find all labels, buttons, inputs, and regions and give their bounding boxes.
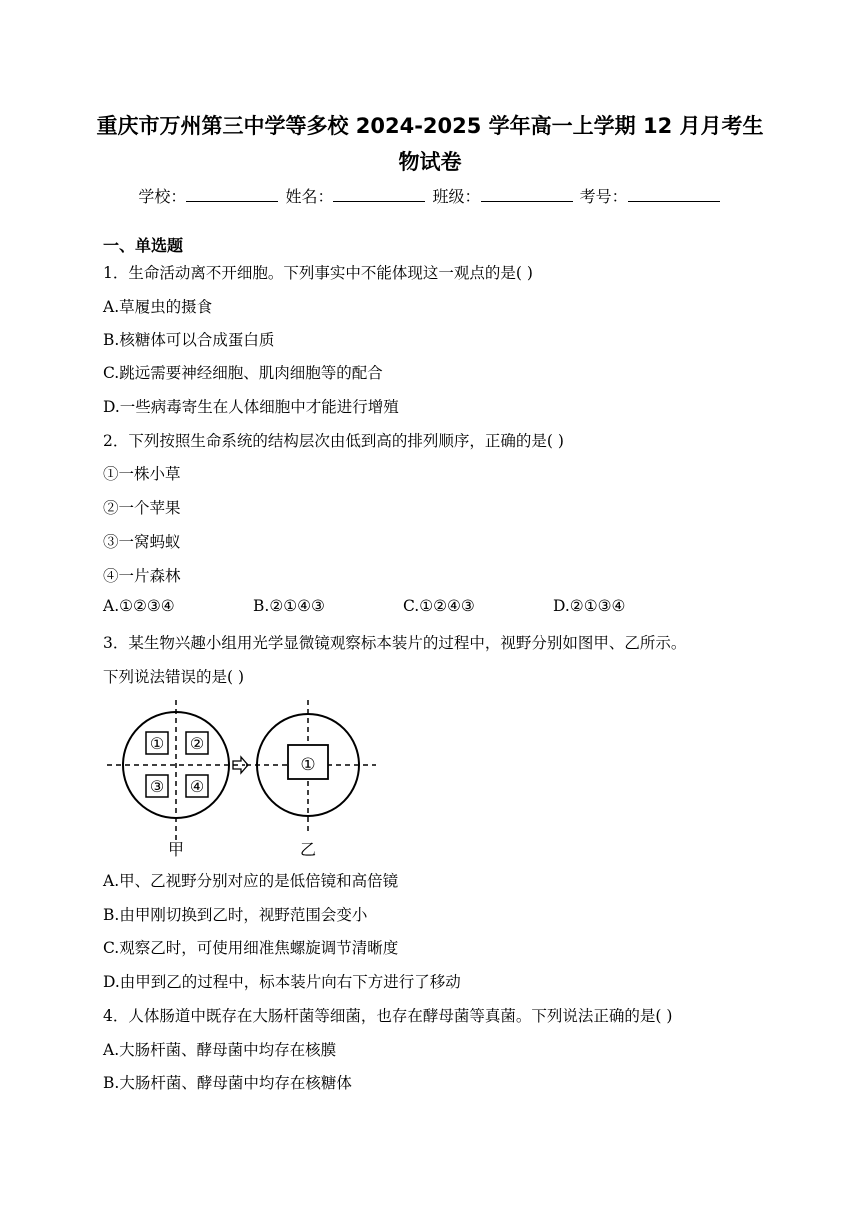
student-info (0, 184, 860, 207)
marker-4: ④ (189, 777, 205, 796)
q2-options (103, 597, 703, 615)
q2-item-2: ②一个苹果 (103, 499, 181, 517)
q3-option-a: A.甲、乙视野分别对应的是低倍镜和高倍镜 (103, 872, 399, 890)
class-blank[interactable] (481, 187, 573, 202)
q1-stem: 1．生命活动离不开细胞。下列事实中不能体现这一观点的是( ) (103, 264, 533, 282)
marker-1: ① (149, 734, 165, 753)
q4-option-b: B.大肠杆菌、酵母菌中均存在核糖体 (103, 1074, 352, 1092)
q3-option-d: D.由甲到乙的过程中，标本装片向右下方进行了移动 (103, 973, 461, 991)
microscope-figure (100, 695, 390, 860)
q2-item-1: ①一株小草 (103, 465, 181, 483)
q1-option-a: A.草履虫的摄食 (103, 298, 213, 316)
q3-option-b: B.由甲刚切换到乙时，视野范围会变小 (103, 906, 368, 924)
q1-option-d: D.一些病毒寄生在人体细胞中才能进行增殖 (103, 398, 399, 416)
q1-option-c: C.跳远需要神经细胞、肌肉细胞等的配合 (103, 364, 383, 382)
q2-option-b: B.②①④③ (253, 597, 325, 615)
marker-big-1: ① (300, 755, 316, 775)
label-yi: 乙 (299, 840, 317, 859)
q2-option-d: D.②①③④ (553, 597, 626, 615)
view-jia (107, 700, 245, 859)
label-jia: 甲 (167, 840, 185, 859)
q2-option-c: C.①②④③ (403, 597, 475, 615)
school-blank[interactable] (186, 187, 278, 202)
exam-no-blank[interactable] (628, 187, 720, 202)
q3-stem-line-2: 下列说法错误的是( ) (103, 668, 245, 686)
school-label: 学校： (138, 187, 187, 206)
q2-stem: 2．下列按照生命系统的结构层次由低到高的排列顺序，正确的是( ) (103, 432, 564, 450)
q4-stem: 4．人体肠道中既存在大肠杆菌等细菌，也存在酵母菌等真菌。下列说法正确的是( ) (103, 1007, 673, 1025)
class-label: 班级： (432, 187, 481, 206)
q2-option-a: A.①②③④ (103, 597, 175, 615)
marker-3: ③ (149, 777, 165, 796)
title-line-1: 重庆市万州第三中学等多校 2024-2025 学年高一上学期 12 月月考生 (96, 114, 764, 138)
q1-option-b: B.核糖体可以合成蛋白质 (103, 331, 275, 349)
name-blank[interactable] (333, 187, 425, 202)
q4-option-a: A.大肠杆菌、酵母菌中均存在核膜 (103, 1041, 337, 1059)
name-label: 姓名： (285, 187, 334, 206)
view-yi (246, 700, 376, 859)
q3-stem-line-1: 3．某生物兴趣小组用光学显微镜观察标本装片的过程中，视野分别如图甲、乙所示。 (103, 634, 687, 652)
section-heading: 一、单选题 (103, 236, 184, 255)
q2-item-3: ③一窝蚂蚁 (103, 533, 181, 551)
marker-2: ② (189, 734, 205, 753)
q3-option-c: C.观察乙时，可使用细准焦螺旋调节清晰度 (103, 939, 399, 957)
title-line-2: 物试卷 (398, 150, 462, 174)
q2-item-4: ④一片森林 (103, 567, 181, 585)
exam-no-label: 考号： (579, 187, 628, 206)
